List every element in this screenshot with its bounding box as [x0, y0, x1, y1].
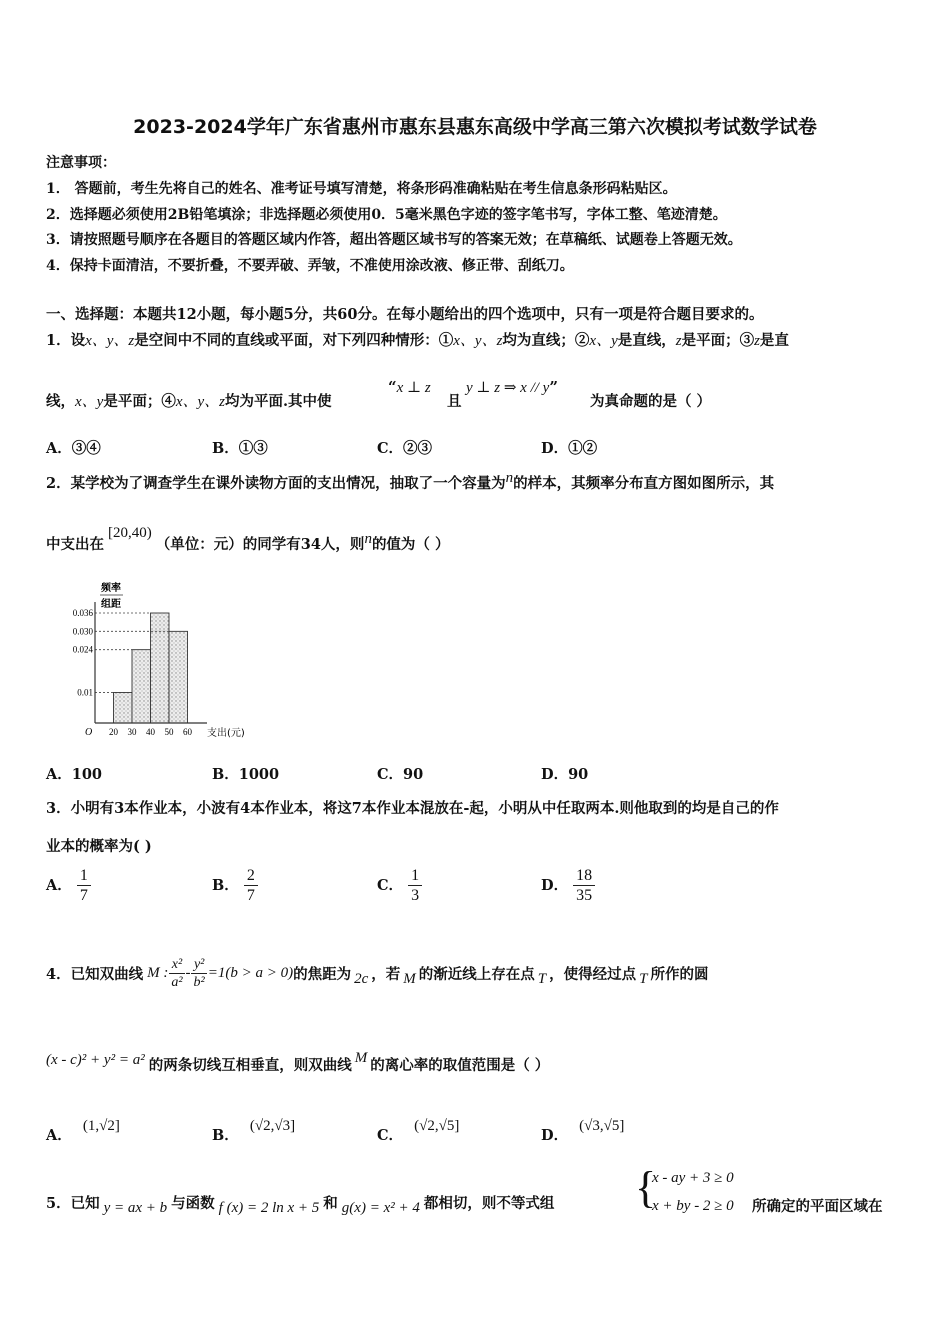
option-d[interactable]: D． (√3,√5]: [541, 1118, 625, 1144]
fraction: $\frac{2}{7}$: [244, 866, 258, 905]
notice-item: 4．保持卡面清洁，不要折叠，不要弄破、弄皱，不准使用涂改液、修正带、刮纸刀。: [46, 258, 574, 274]
option-a[interactable]: A． $\frac{1}{7}$: [46, 866, 91, 905]
inequality-1: x - ay + 3 ≥ 0: [652, 1170, 734, 1186]
y-tick-label: 0.036: [72, 608, 93, 618]
x-tick-label: 60: [183, 727, 192, 737]
frequency-histogram: [55, 580, 265, 745]
notice-heading: 注意事项：: [46, 155, 116, 171]
notice-item: 3．请按照题号顺序在各题目的答题区域内作答，超出答题区域书写的答案无效；在草稿纸、试题卷上答题无效。: [46, 232, 742, 248]
question-5-line-1: 5．已知 y = ax + b 与函数 f (x) = 2 ln x + 5 和 g(x) = x² + 4 都相切，则不等式组: [46, 1195, 555, 1216]
fraction: $\frac{18}{35}$: [573, 866, 595, 905]
inequality-2: x + by - 2 ≥ 0: [652, 1198, 734, 1214]
brace-symbol: {: [635, 1163, 657, 1212]
question-1-implication: y ⊥ z ⇒ x // y”: [466, 378, 558, 396]
histogram-bar: [132, 650, 151, 723]
histogram-bar: [151, 613, 170, 723]
option-d[interactable]: D． $\frac{18}{35}$: [541, 866, 595, 905]
y-axis-label-top: 频率: [101, 583, 121, 594]
question-1-line-2: 线，x、y是平面；④x、y、z均为平面.其中使: [46, 393, 332, 410]
y-tick-label: 0.024: [72, 644, 93, 655]
option-d[interactable]: D．①②: [541, 440, 598, 457]
question-1-line-1: 1．设x、y、z是空间中不同的直线或平面，对下列四种情形：①x、y、z均为直线；②x、y是直线，z是平面；③z是直: [46, 332, 789, 349]
question-3-line-1: 3．小明有3本作业本，小波有4本作业本，将这7本作业本混放在-起，小明从中任取两本.则他取到的均是自己的作: [46, 800, 779, 817]
page-title: 2023-2024学年广东省惠州市惠东县惠东高级中学高三第六次模拟考试数学试卷: [133, 116, 817, 138]
option-c[interactable]: C． $\frac{1}{3}$: [377, 866, 422, 905]
notice-item: 2．选择题必须使用2B铅笔填涂；非选择题必须使用0．5毫米黑色字迹的签字笔书写，字体工整、笔迹清楚。: [46, 207, 727, 223]
option-a[interactable]: A． (1,√2]: [46, 1118, 120, 1144]
histogram-bar: [114, 692, 133, 723]
option-b[interactable]: B． $\frac{2}{7}$: [212, 866, 258, 905]
option-a[interactable]: A．③④: [46, 440, 101, 457]
y-tick-label: 0.030: [72, 626, 93, 637]
x-tick-label: 20: [109, 727, 118, 737]
question-4-line-1: 4．已知双曲线 M : $\frac{\text{x²}}{\text{a²}}$ - $\frac{\text{y²}}{\text{b²}}$ =1(b > a > 0) 的焦距为 2c ，若 M 的渐近线上存在点 T ，使得经过点 T 所作的圆: [46, 957, 709, 990]
x-tick-label: 50: [164, 727, 174, 737]
fraction: $\frac{1}{7}$: [77, 866, 91, 905]
question-2-line-1: 2．某学校为了调查学生在课外读物方面的支出情况，抽取了一个容量为n的样本，其频率分布直方图如图所示，其: [46, 470, 775, 492]
question-2-line-2: 中支出在[20,40)（单位：元）的同学有34人，则n的值为（ ）: [46, 525, 450, 553]
question-1-and: 且: [447, 393, 462, 410]
x-axis-label: 支出(元): [207, 728, 245, 739]
option-a[interactable]: A．100: [46, 766, 103, 783]
fraction: $\frac{1}{3}$: [408, 866, 422, 905]
option-b[interactable]: B．①③: [212, 440, 268, 457]
question-3-line-2: 业本的概率为( ): [46, 838, 152, 855]
x-tick-label: 30: [127, 727, 137, 737]
option-c[interactable]: C．90: [377, 766, 424, 783]
option-c[interactable]: C． (√2,√5]: [377, 1118, 460, 1144]
origin-label: O: [85, 727, 93, 738]
option-b[interactable]: B． (√2,√3]: [212, 1118, 296, 1144]
y-axis-label-bottom: 组距: [101, 599, 121, 610]
y-tick-label: 0.01: [77, 687, 93, 698]
histogram-bar: [169, 631, 188, 723]
question-1-condition: “x ⊥ z: [388, 378, 431, 396]
notice-item: 1． 答题前，考生先将自己的姓名、准考证号填写清楚，将条形码准确粘贴在考生信息条形码粘贴区。: [46, 181, 677, 197]
option-d[interactable]: D．90: [541, 766, 589, 783]
question-5-tail: 所确定的平面区域在: [752, 1198, 883, 1215]
option-c[interactable]: C．②③: [377, 440, 433, 457]
x-tick-label: 40: [146, 727, 155, 737]
question-4-line-2: (x - c)² + y² = a² 的两条切线互相垂直，则双曲线 M 的离心率的取值范围是（ ）: [46, 1050, 550, 1074]
option-b[interactable]: B．1000: [212, 766, 280, 783]
question-1-ask: 为真命题的是（ ）: [590, 393, 712, 410]
section-heading: 一、选择题：本题共12小题，每小题5分，共60分。在每小题给出的四个选项中，只有一项是符合题目要求的。: [46, 306, 764, 323]
